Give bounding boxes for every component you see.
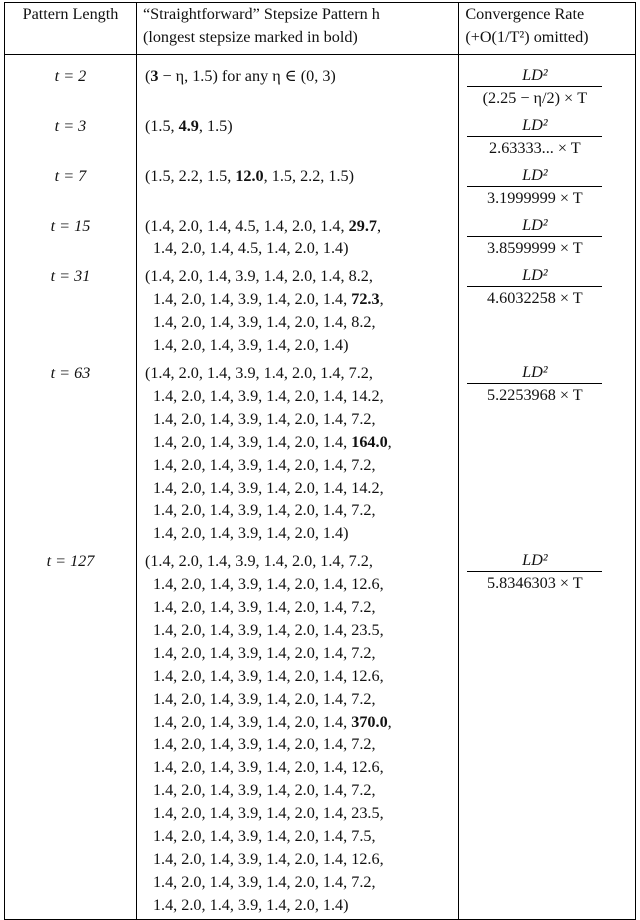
rate-fraction: [467, 215, 602, 258]
rate-fraction: [467, 65, 602, 108]
longest-stepsize: 29.7: [348, 216, 377, 235]
longest-stepsize: 4.9: [178, 116, 199, 135]
rate-fraction: [467, 550, 602, 593]
table-row: [5, 265, 636, 362]
pattern-line: 1.4, 2.0, 1.4, 3.9, 1.4, 2.0, 1.4, 7.2,: [152, 409, 376, 428]
pattern-line: 1.4, 2.0, 1.4, 3.9, 1.4, 2.0, 1.4, 8.2,: [152, 313, 376, 332]
rate-fraction: [467, 165, 602, 208]
header-line: Convergence Rate: [465, 5, 585, 23]
pattern-line: 1.4, 2.0, 1.4, 4.5, 1.4, 2.0, 1.4): [152, 239, 349, 258]
convergence-rate-cell: [459, 165, 636, 215]
rate-fraction: [467, 362, 602, 405]
stepsize-pattern-cell: [136, 165, 458, 215]
convergence-rate-cell: [459, 215, 636, 266]
header-line: Pattern Length: [22, 5, 119, 23]
pattern-line: 1.4, 2.0, 1.4, 3.9, 1.4, 2.0, 1.4, 7.2,: [152, 643, 376, 662]
table-row: [5, 115, 636, 165]
table-row: [5, 54, 636, 114]
caption-text: [0, 896, 640, 910]
pattern-line: 1.4, 2.0, 1.4, 3.9, 1.4, 2.0, 1.4, 7.2,: [152, 501, 376, 520]
rate-numerator: LD²: [467, 362, 602, 384]
convergence-rate-cell: [459, 115, 636, 165]
rate-numerator: LD²: [467, 65, 602, 87]
pattern-line: (1.4, 2.0, 1.4, 3.9, 1.4, 2.0, 1.4, 7.2,: [144, 552, 373, 571]
longest-stepsize: 3: [150, 66, 159, 85]
pattern-line: 1.4, 2.0, 1.4, 3.9, 1.4, 2.0, 1.4, 7.5,: [152, 827, 376, 846]
pattern-line: 1.4, 2.0, 1.4, 3.9, 1.4, 2.0, 1.4, 7.2,: [152, 598, 376, 617]
header-line: (longest stepsize marked in bold): [142, 27, 358, 46]
rate-fraction: [467, 115, 602, 158]
convergence-rate-cell: [459, 265, 636, 362]
rate-denominator: 3.8599999 × T: [487, 238, 583, 257]
pattern-line: 1.4, 2.0, 1.4, 3.9, 1.4, 2.0, 1.4, 14.2,: [152, 478, 384, 497]
header-line: “Straightforward” Stepsize Pattern h: [142, 5, 380, 23]
convergence-rate-cell: [459, 550, 636, 919]
pattern-length-cell: t = 15: [5, 215, 137, 266]
pattern-line: 1.4, 2.0, 1.4, 3.9, 1.4, 2.0, 1.4, 370.0,: [152, 712, 392, 731]
rate-numerator: LD²: [467, 265, 602, 287]
rate-denominator: 4.6032258 × T: [487, 289, 583, 308]
header-line: (+O(1/T²) omitted): [465, 27, 589, 46]
pattern-length-cell: t = 31: [5, 265, 137, 362]
pattern-line: (3 − η, 1.5) for any η ∈ (0, 3): [144, 66, 336, 85]
longest-stepsize: 370.0: [351, 712, 388, 731]
header-convergence-rate: [459, 3, 636, 55]
longest-stepsize: 72.3: [351, 290, 380, 309]
pattern-length-cell: t = 2: [5, 54, 137, 114]
stepsize-pattern-cell: [136, 362, 458, 550]
pattern-line: (1.4, 2.0, 1.4, 4.5, 1.4, 2.0, 1.4, 29.7,: [144, 216, 381, 235]
pattern-line: (1.4, 2.0, 1.4, 3.9, 1.4, 2.0, 1.4, 8.2,: [144, 267, 373, 286]
header-pattern-length: [5, 3, 137, 55]
pattern-length-cell: t = 63: [5, 362, 137, 550]
pattern-line: 1.4, 2.0, 1.4, 3.9, 1.4, 2.0, 1.4, 12.6,: [152, 850, 384, 868]
pattern-line: 1.4, 2.0, 1.4, 3.9, 1.4, 2.0, 1.4, 7.2,: [152, 781, 376, 800]
pattern-line: 1.4, 2.0, 1.4, 3.9, 1.4, 2.0, 1.4, 12.6,: [152, 758, 384, 777]
longest-stepsize: 164.0: [351, 432, 388, 451]
pattern-line: 1.4, 2.0, 1.4, 3.9, 1.4, 2.0, 1.4): [152, 895, 349, 914]
pattern-length-cell: t = 7: [5, 165, 137, 215]
pattern-line: 1.4, 2.0, 1.4, 3.9, 1.4, 2.0, 1.4, 7.2,: [152, 455, 376, 474]
rate-denominator: 5.2253968 × T: [487, 385, 583, 404]
pattern-length-cell: t = 127: [5, 550, 137, 919]
stepsize-pattern-cell: [136, 115, 458, 165]
rate-fraction: [467, 265, 602, 308]
rate-denominator: 2.63333... × T: [489, 138, 581, 157]
pattern-line: 1.4, 2.0, 1.4, 3.9, 1.4, 2.0, 1.4, 12.6,: [152, 575, 384, 594]
rate-numerator: LD²: [467, 115, 602, 137]
pattern-length-cell: t = 3: [5, 115, 137, 165]
stepsize-pattern-cell: [136, 550, 458, 919]
stepsize-pattern-table: [4, 2, 636, 920]
pattern-line: 1.4, 2.0, 1.4, 3.9, 1.4, 2.0, 1.4, 7.2,: [152, 689, 376, 708]
table-row: [5, 362, 636, 550]
stepsize-pattern-cell: [136, 215, 458, 266]
pattern-line: 1.4, 2.0, 1.4, 3.9, 1.4, 2.0, 1.4, 23.5,: [152, 804, 384, 823]
rate-denominator: (2.25 − η/2) × T: [482, 88, 588, 107]
stepsize-pattern-cell: [136, 265, 458, 362]
table-row: [5, 215, 636, 266]
rate-numerator: LD²: [467, 215, 602, 237]
table-body: [5, 54, 636, 919]
pattern-line: 1.4, 2.0, 1.4, 3.9, 1.4, 2.0, 1.4, 14.2,: [152, 386, 384, 405]
pattern-line: 1.4, 2.0, 1.4, 3.9, 1.4, 2.0, 1.4, 164.0,: [152, 432, 392, 451]
rate-numerator: LD²: [467, 165, 602, 187]
header-stepsize-pattern: [136, 3, 458, 55]
convergence-rate-cell: [459, 362, 636, 550]
longest-stepsize: 12.0: [235, 166, 264, 185]
pattern-line: 1.4, 2.0, 1.4, 3.9, 1.4, 2.0, 1.4, 72.3,: [152, 290, 384, 309]
pattern-line: (1.4, 2.0, 1.4, 3.9, 1.4, 2.0, 1.4, 7.2,: [144, 363, 373, 382]
pattern-line: (1.5, 2.2, 1.5, 12.0, 1.5, 2.2, 1.5): [144, 166, 355, 185]
rate-numerator: LD²: [467, 550, 602, 572]
pattern-line: 1.4, 2.0, 1.4, 3.9, 1.4, 2.0, 1.4, 7.2,: [152, 872, 376, 891]
pattern-line: 1.4, 2.0, 1.4, 3.9, 1.4, 2.0, 1.4, 12.6,: [152, 666, 384, 685]
table-row: [5, 165, 636, 215]
pattern-line: (1.5, 4.9, 1.5): [144, 116, 233, 135]
stepsize-pattern-cell: [136, 54, 458, 114]
rate-denominator: 5.8346303 × T: [487, 574, 583, 593]
table-header: [5, 3, 636, 55]
rate-denominator: 3.1999999 × T: [487, 188, 583, 207]
convergence-rate-cell: [459, 54, 636, 114]
pattern-line: 1.4, 2.0, 1.4, 3.9, 1.4, 2.0, 1.4, 23.5,: [152, 620, 384, 639]
pattern-line: 1.4, 2.0, 1.4, 3.9, 1.4, 2.0, 1.4): [152, 336, 349, 355]
table-row: [5, 550, 636, 919]
header-row: [5, 3, 636, 55]
pattern-line: 1.4, 2.0, 1.4, 3.9, 1.4, 2.0, 1.4, 7.2,: [152, 735, 376, 754]
pattern-line: 1.4, 2.0, 1.4, 3.9, 1.4, 2.0, 1.4): [152, 524, 349, 543]
